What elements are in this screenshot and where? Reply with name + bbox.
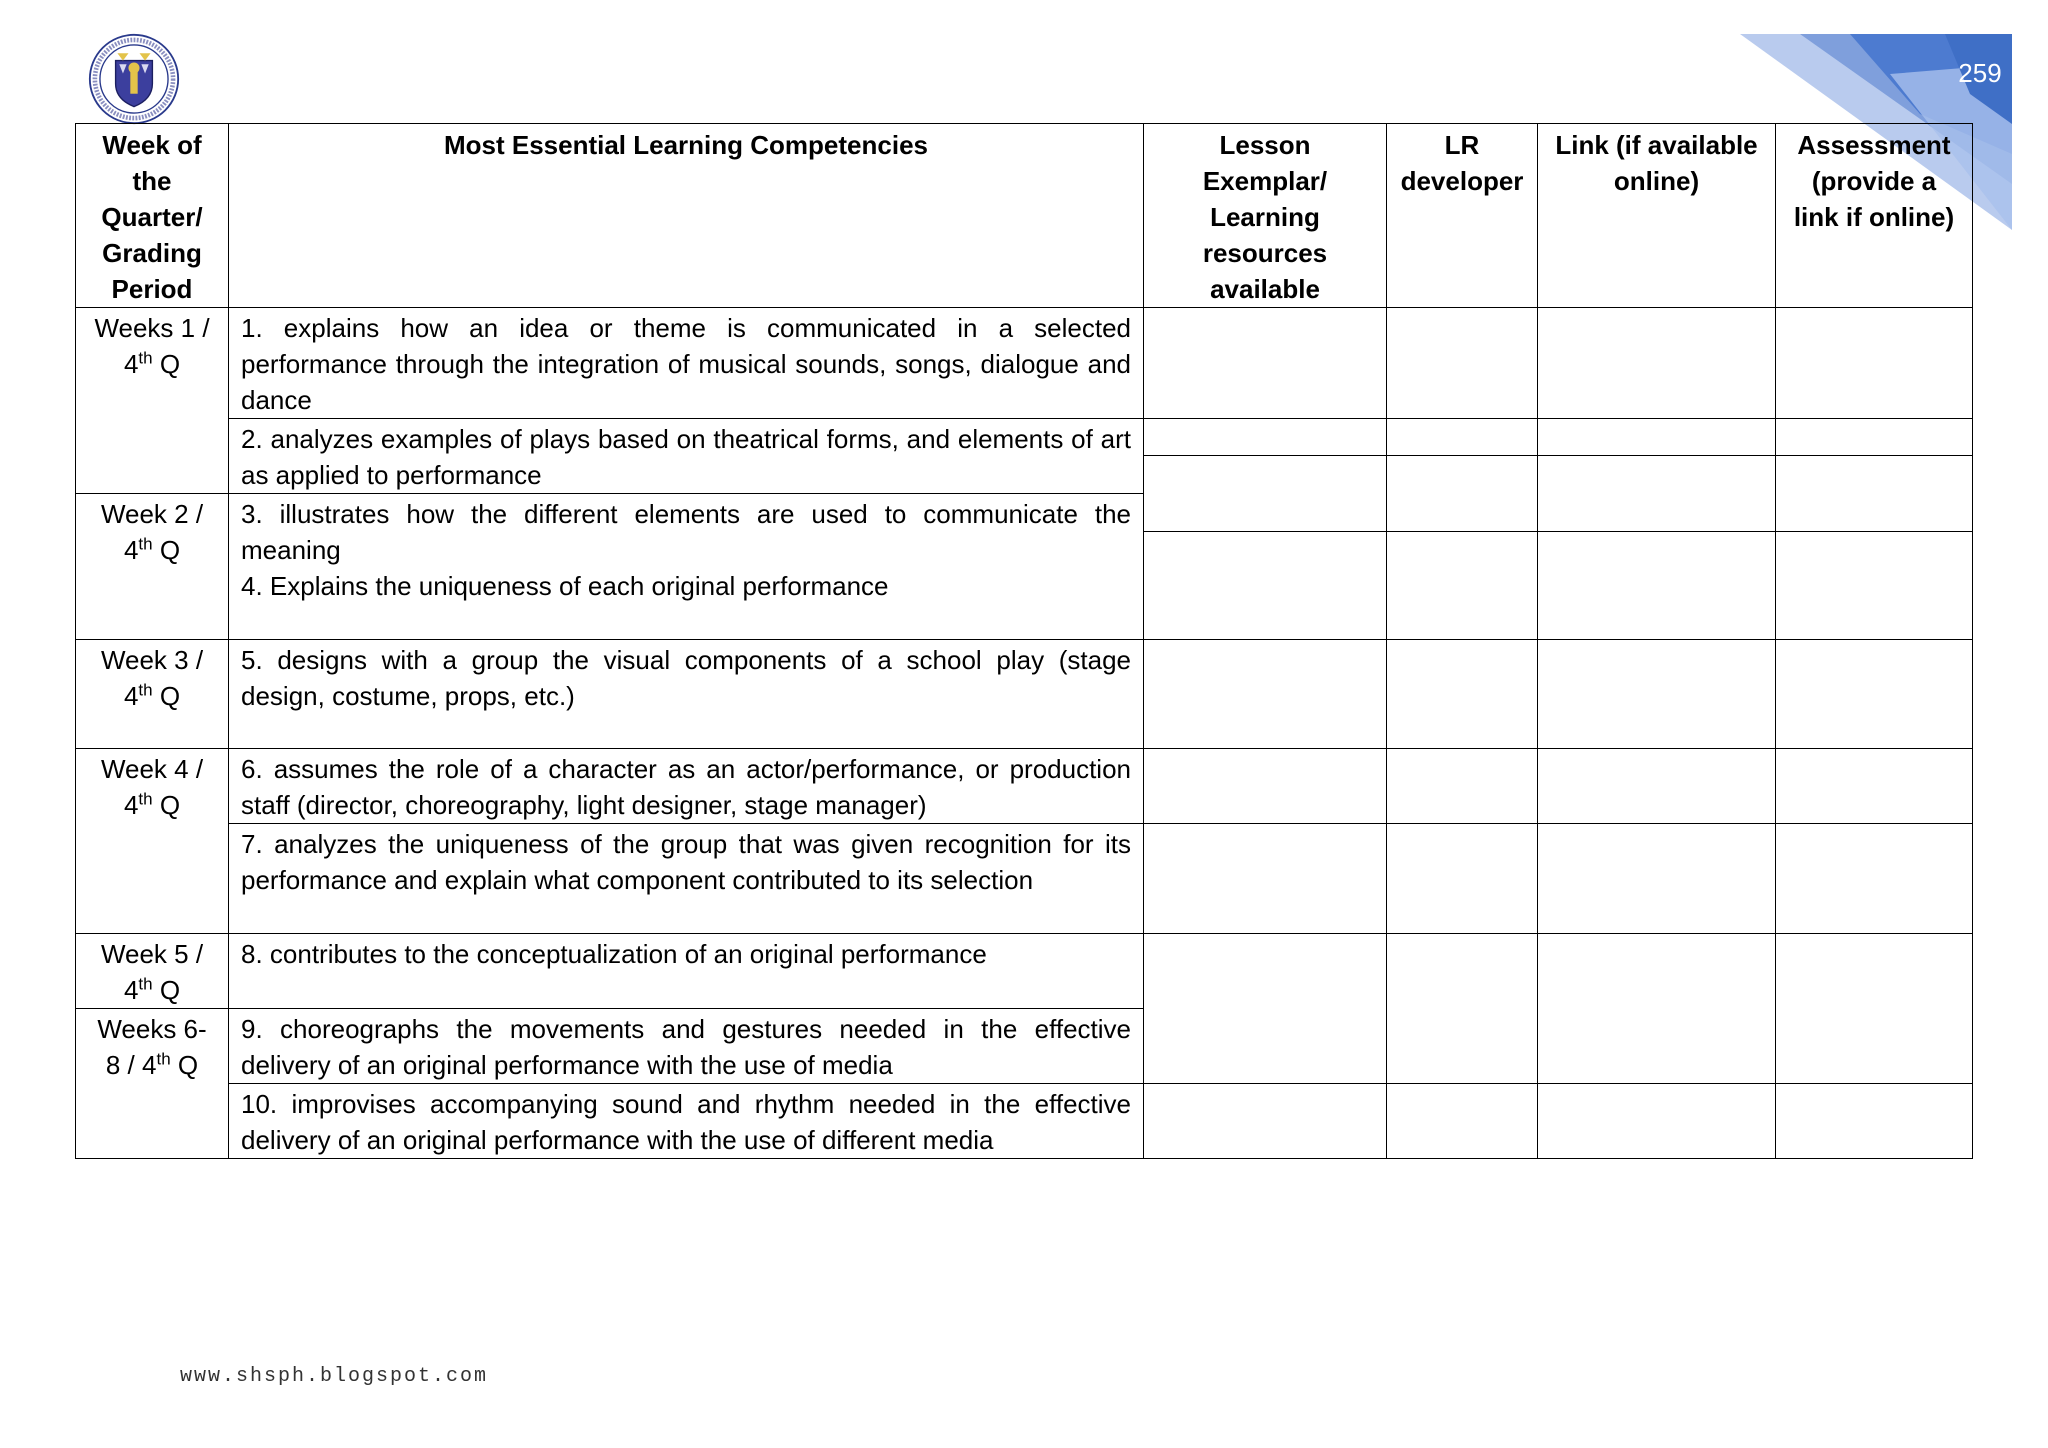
header-link: Link (if available online): [1538, 124, 1776, 308]
week-quarter-ordinal: th: [138, 974, 153, 994]
lesson-cell: [1144, 308, 1387, 419]
link-cell: [1538, 934, 1776, 1084]
week-quarter-suffix: Q: [152, 975, 181, 1005]
competency-4: 4. Explains the uniqueness of each original performance: [241, 571, 889, 601]
week-quarter-suffix: Q: [170, 1050, 199, 1080]
week-label: Week 4 /: [100, 754, 204, 784]
week-cell-1: [76, 308, 229, 494]
deped-seal-icon: [88, 33, 180, 125]
week-quarter-ordinal: th: [138, 348, 153, 368]
week-quarter-suffix: Q: [152, 790, 181, 820]
competency-cell: 10. improvises accompanying sound and rhythm needed in the effective delivery of an original performance with the use of different media: [229, 1084, 1144, 1159]
assessment-cell: [1776, 419, 1973, 456]
table-row: [76, 749, 1973, 824]
week-quarter-ordinal: th: [138, 534, 153, 554]
table-row: [76, 419, 1973, 456]
lr-cell: [1387, 456, 1538, 532]
lr-cell: [1387, 1084, 1538, 1159]
lr-cell: [1387, 749, 1538, 824]
week-label: Weeks 1 /: [94, 313, 210, 343]
competency-cell: 1. explains how an idea or theme is communicated in a selected performance through the integration of musical sounds, songs, dialogue and dance: [229, 308, 1144, 419]
assessment-cell: [1776, 308, 1973, 419]
week-quarter-num: 4: [123, 349, 139, 379]
link-cell: [1538, 532, 1776, 640]
footer-url: www.shsph.blogspot.com: [180, 1365, 489, 1388]
week-cell-3: [76, 640, 229, 749]
table-row: [76, 308, 1973, 419]
competency-cell: 9. choreographs the movements and gestures needed in the effective delivery of an original performance with the use of media: [229, 1009, 1144, 1084]
week-quarter-num: 4: [123, 975, 139, 1005]
week-quarter-suffix: Q: [152, 349, 181, 379]
lesson-cell: [1144, 749, 1387, 824]
assessment-cell: [1776, 1084, 1973, 1159]
header-melc: Most Essential Learning Competencies: [229, 124, 1144, 308]
week-quarter-ordinal: th: [138, 680, 153, 700]
link-cell: [1538, 419, 1776, 456]
competency-cell: [229, 494, 1144, 640]
link-cell: [1538, 1084, 1776, 1159]
competency-cell: 8. contributes to the conceptualization of an original performance: [229, 934, 1144, 1009]
assessment-cell: [1776, 532, 1973, 640]
header-assessment: Assessment (provide a link if online): [1776, 124, 1973, 308]
week-cell-5: [76, 934, 229, 1009]
week-quarter-num: 4: [123, 790, 139, 820]
table-row: [76, 1084, 1973, 1159]
week-quarter-num: 4: [123, 681, 139, 711]
lr-cell: [1387, 640, 1538, 749]
assessment-cell: [1776, 749, 1973, 824]
lr-cell: [1387, 824, 1538, 934]
assessment-cell: [1776, 640, 1973, 749]
lesson-cell: [1144, 1084, 1387, 1159]
competency-cell: 5. designs with a group the visual components of a school play (stage design, costume, props, etc.): [229, 640, 1144, 749]
week-quarter-suffix: Q: [152, 535, 181, 565]
week-cell-2: [76, 494, 229, 640]
table-row: [76, 824, 1973, 934]
week-quarter-num: 8 / 4: [105, 1050, 157, 1080]
melc-table: [75, 123, 1973, 1159]
link-cell: [1538, 456, 1776, 532]
lr-cell: [1387, 419, 1538, 456]
week-cell-4: [76, 749, 229, 934]
week-label: Week 2 /: [100, 499, 204, 529]
lr-cell: [1387, 532, 1538, 640]
week-quarter-suffix: Q: [152, 681, 181, 711]
lesson-cell: [1144, 532, 1387, 640]
table-header-row: [76, 124, 1973, 308]
table-row: [76, 934, 1973, 1009]
week-quarter-num: 4: [123, 535, 139, 565]
header-lr-developer: LR developer: [1387, 124, 1538, 308]
week-quarter-ordinal: th: [156, 1049, 171, 1069]
lr-cell: [1387, 934, 1538, 1084]
week-label: Week 5 /: [100, 939, 204, 969]
assessment-cell: [1776, 456, 1973, 532]
competency-cell: 6. assumes the role of a character as an actor/performance, or production staff (director, choreography, light designer, stage manager): [229, 749, 1144, 824]
table-row: [76, 640, 1973, 749]
week-label: Weeks 6-: [97, 1014, 207, 1044]
page-number: 259: [1958, 58, 2002, 88]
assessment-cell: [1776, 934, 1973, 1084]
lr-cell: [1387, 308, 1538, 419]
competency-cell: 2. analyzes examples of plays based on theatrical forms, and elements of art as applied to performance: [229, 419, 1144, 494]
competency-cell: 7. analyzes the uniqueness of the group that was given recognition for its performance and explain what component contributed to its selection: [229, 824, 1144, 934]
lesson-cell: [1144, 934, 1387, 1084]
header-lesson-exemplar: Lesson Exemplar/ Learning resources available: [1144, 124, 1387, 308]
lesson-cell: [1144, 419, 1387, 456]
assessment-cell: [1776, 824, 1973, 934]
header-week: Week of the Quarter/ Grading Period: [76, 124, 229, 308]
competency-3: 3. illustrates how the different elements are used to communicate the meaning: [241, 499, 1131, 565]
link-cell: [1538, 824, 1776, 934]
lesson-cell: [1144, 456, 1387, 532]
week-cell-6-8: [76, 1009, 229, 1159]
link-cell: [1538, 749, 1776, 824]
week-label: Week 3 /: [100, 645, 204, 675]
lesson-cell: [1144, 640, 1387, 749]
link-cell: [1538, 308, 1776, 419]
week-quarter-ordinal: th: [138, 789, 153, 809]
link-cell: [1538, 640, 1776, 749]
lesson-cell: [1144, 824, 1387, 934]
